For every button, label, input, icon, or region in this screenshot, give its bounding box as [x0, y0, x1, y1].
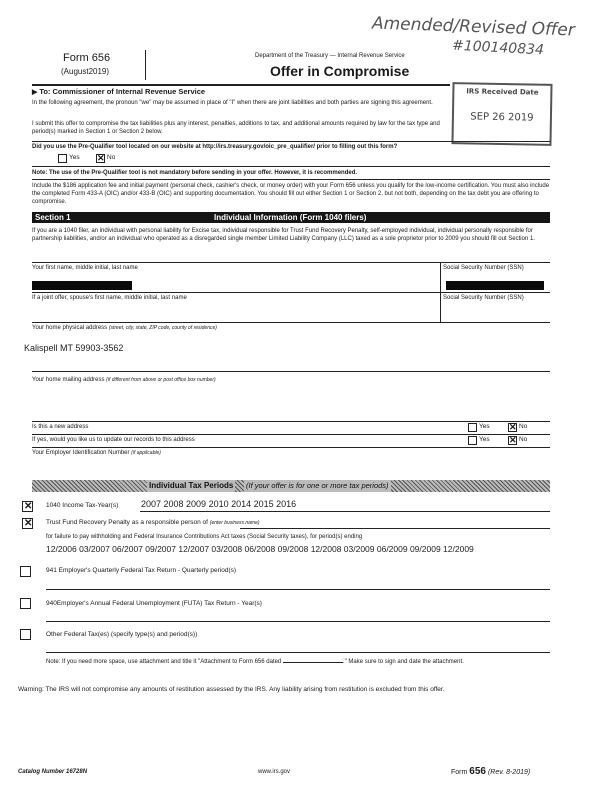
update-records-question: If yes, would you like us to update our records to this address: [32, 437, 195, 443]
spouse-name-label: If a joint offer, spouse's first name, middle initial, last name: [32, 295, 187, 301]
update-yes-checkbox[interactable]: [468, 436, 477, 445]
update-yes-label: Yes: [479, 436, 490, 443]
rule: [240, 528, 550, 529]
redacted-name-field[interactable]: [32, 281, 132, 290]
prequalifier-note: Note: The use of the Pre-Qualifier tool is not mandatory before sending in your offer. However, it is recommended.: [32, 170, 358, 176]
form-940-label: 940Employer's Annual Federal Unemployment (FUTA) Tax Return - Year(s): [46, 600, 262, 607]
restitution-warning: Warning: The IRS will not compromise any amounts of restitution assessed by the IRS. Any liability arising from restitution is excluded from this offer.: [18, 686, 445, 693]
other-tax-checkbox[interactable]: [20, 629, 31, 640]
form-date: (August2019): [61, 67, 110, 76]
rule: [140, 511, 550, 512]
ssn-label: Social Security Number (SSN): [443, 265, 524, 271]
ein-label: Your Employer Identification Number (if applicable): [32, 450, 161, 456]
irs-website[interactable]: www.irs.gov: [258, 769, 291, 775]
income-tax-label: 1040 Income Tax-Year(s): [46, 502, 119, 509]
handwritten-offer-number: #100140834: [451, 37, 545, 59]
rule: [32, 179, 550, 180]
first-name-label: Your first name, middle initial, last name: [32, 265, 138, 271]
include-fee-paragraph: Include the $186 application fee and initial payment (personal check, cashier's check, or money order) with your Form 656 unless you qualify for the low-income certification. You must also include the completed Form 433-A (OIC) and/or 433-B (OIC) and supporting documentation. You should fill out either Section 1 or Section 2, but not both, depending on the tax debt you are offering to compromise.: [32, 183, 550, 206]
trust-fund-periods[interactable]: 12/2006 03/2007 06/2007 09/2007 12/2007 03/2008 06/2008 09/2008 12/2008 03/2009 06/2009 09/2009 12/2009: [46, 544, 474, 554]
to-commissioner: ▶ To: Commissioner of Internal Revenue Service: [32, 87, 206, 96]
mailing-address-label: Your home mailing address (if different from above or post office box number): [32, 377, 216, 383]
department-line: Department of the Treasury — Internal Revenue Service: [255, 53, 405, 59]
irs-received-stamp: IRS Received Date SEP 26 2019: [451, 82, 552, 146]
rule: [32, 322, 550, 323]
form-941-checkbox[interactable]: [20, 566, 31, 577]
section-1-header: Section 1 Individual Information (Form 1040 filers): [32, 212, 550, 223]
prequal-yes-checkbox[interactable]: [58, 154, 67, 163]
handwritten-amended-note: Amended/Revised Offer: [371, 13, 576, 41]
redacted-ssn-field[interactable]: [446, 281, 544, 290]
new-address-no-checkbox[interactable]: [508, 423, 517, 432]
home-address-label: Your home physical address (street, city, state, ZIP code, county of residence): [32, 325, 217, 331]
other-tax-label: Other Federal Tax(es) (specify type(s) and period(s)): [46, 631, 198, 638]
rule: [32, 371, 550, 372]
attachment-note: Note: If you need more space, use attachment and title it "Attachment to Form 656 dated ." Make sure to sign and date the attachment.: [46, 659, 464, 665]
prequal-no-checkbox[interactable]: [96, 154, 105, 163]
form-title: Offer in Compromise: [270, 63, 410, 79]
prequal-no-label: No: [107, 154, 116, 161]
header-rule: [32, 84, 450, 86]
tax-periods-header: Individual Tax Periods (If your offer is for one or more tax periods): [32, 480, 550, 492]
new-address-yes-checkbox[interactable]: [468, 423, 477, 432]
spouse-ssn-label: Social Security Number (SSN): [443, 295, 524, 301]
trust-fund-sub: for failure to pay withholding and Federal Insurance Contributions Act taxes (Social Security taxes), for period(s) ending: [46, 534, 363, 540]
rule: [32, 421, 550, 422]
rule: [46, 589, 550, 590]
rule: [32, 262, 550, 263]
rule: [32, 141, 550, 142]
income-tax-years[interactable]: 2007 2008 2009 2010 2014 2015 2016: [141, 499, 297, 509]
home-address-value[interactable]: Kalispell MT 59903-3562: [24, 343, 124, 353]
footer-form-number: Form 656 (Rev. 8-2019): [451, 766, 531, 777]
form-941-label: 941 Employer's Quarterly Federal Tax Return - Quarterly period(s): [46, 567, 237, 574]
header-divider: [145, 50, 146, 80]
rule: [46, 621, 550, 622]
catalog-number: Catalog Number 16728N: [18, 769, 88, 775]
rule: [46, 652, 550, 653]
rule: [32, 166, 550, 167]
trust-fund-checkbox[interactable]: [22, 518, 33, 529]
form-940-checkbox[interactable]: [20, 598, 31, 609]
section-1-instructions: If you are a 1040 filer, an individual with personal liability for Excise tax, individual responsible for Trust Fund Recovery Penalty, self-employed individual, individual personally responsible for partnership liabilities, and/or an individual who operated as a disregarded single member Limited Liability Company (LLC) taxed as a sole proprietor prior to 2009 you should fill out Section 1.: [32, 228, 535, 243]
update-no-checkbox[interactable]: [508, 436, 517, 445]
new-address-no-label: No: [519, 423, 528, 430]
income-tax-checkbox[interactable]: [22, 501, 33, 512]
new-address-question: Is this a new address: [32, 424, 89, 430]
intro-paragraph-2: I submit this offer to compromise the tax liabilities plus any interest, penalties, additions to tax, and additional amounts required by law for the tax type and period(s) marked in Section 1 or Section 2 below.: [32, 121, 440, 136]
rule: [32, 434, 550, 435]
intro-paragraph-1: In the following agreement, the pronoun "we" may be assumed in place of "I" when there are joint liabilities and both parties are signing this agreement.: [32, 100, 433, 106]
trust-fund-label: Trust Fund Recovery Penalty as a responsible person of (enter business name): [46, 519, 260, 526]
rule: [32, 292, 550, 293]
rule: [32, 447, 550, 448]
new-address-yes-label: Yes: [479, 423, 490, 430]
form-number: Form 656: [63, 52, 111, 64]
update-no-label: No: [519, 436, 528, 443]
prequalifier-question: Did you use the Pre-Qualifier tool located on our website at http://irs.treasury.gov/oic_pre_qualifier/ prior to filling out this form?: [32, 144, 398, 150]
prequal-yes-label: Yes: [69, 154, 80, 161]
